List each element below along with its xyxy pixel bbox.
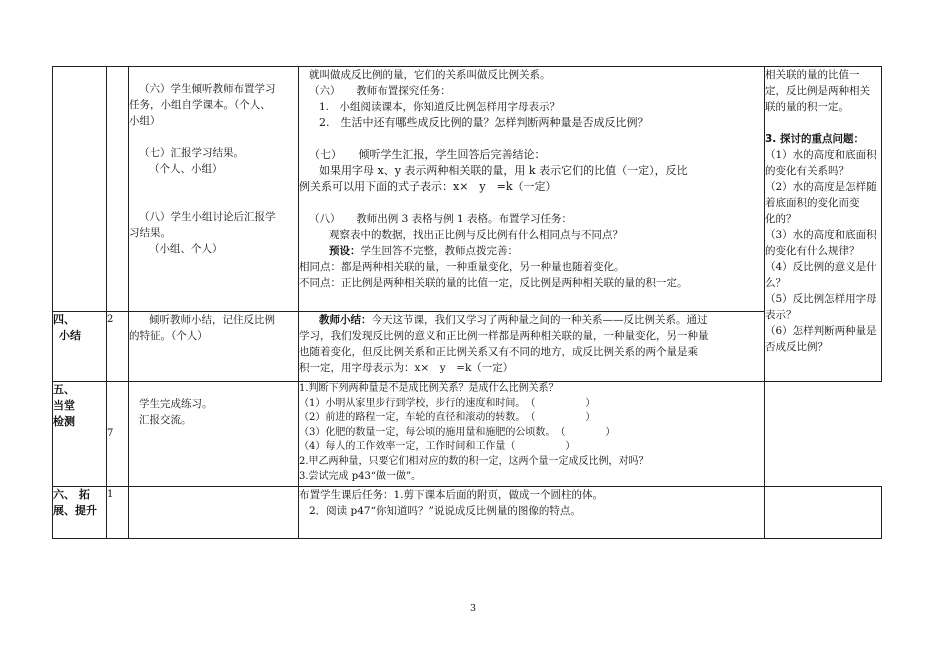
text-line: 相同点：都是两种相关联的量，一种重量变化，另一种量也随着变化。 (299, 261, 625, 273)
text-span: 学生回答不完整，教师点拨完善： (360, 245, 518, 257)
text-line: 相关联的量的比值一 (765, 69, 860, 81)
student-activity-cell (129, 382, 299, 487)
stage-label: 六、 拓 (53, 488, 90, 501)
minutes-value: 7 (107, 428, 114, 439)
text-line: 观察表中的数据，找出正比例与反比例有什么相同点与不同点？ (329, 229, 623, 241)
text-line (299, 243, 764, 259)
text-line (129, 193, 298, 209)
text-line (765, 115, 881, 131)
text-line: （七） 倾听学生汇报，学生回答后完善结论： (309, 148, 546, 161)
text-line: 么？ (765, 277, 786, 289)
table-row (53, 67, 882, 312)
text-line: 着底面积的变化而变 (765, 197, 860, 209)
text-line: （六）学生倾听教师布置学习 (139, 83, 276, 95)
text-line: （3）水的高度和底面积 (765, 229, 877, 241)
text-line: 化的？ (765, 213, 797, 225)
text-line: 积一定，用字母表示为：x× y =k（一定） (299, 362, 514, 374)
text-line: 倾听教师小结，记住反比例 (149, 314, 275, 326)
bold-label: 教师小结： (319, 314, 372, 326)
notes-cell (765, 487, 882, 539)
text-line: （1）水的高度和底面积 (765, 149, 877, 161)
text-line: 联的量的积一定。 (765, 101, 849, 113)
text-line: 1.判断下列两种量是不是成比例关系？是成什么比例关系？ (299, 383, 559, 394)
table-row (53, 487, 882, 539)
text-line: 小组） (129, 115, 161, 127)
text-line: 的变化有什么规律？ (765, 245, 860, 257)
text-line: 任务，小组自学课本。（个人、 (129, 99, 271, 111)
teacher-activity-cell (299, 312, 765, 382)
text-line: （5）反比例怎样用字母 (765, 293, 877, 305)
text-line (299, 312, 764, 328)
stage-label: 展、提升 (53, 504, 97, 517)
table-row (53, 312, 882, 382)
text-line: （4）每人的工作效率一定，工作时间和工作量（ ） (299, 441, 576, 453)
text-line: （2）前进的路程一定，车轮的直径和滚动的转数。 （ ） (299, 412, 596, 424)
text-line: （七）汇报学习结果。 (139, 147, 244, 159)
text-line: （6）怎样判断两种量是 (765, 325, 877, 337)
stage-label: 小结 (59, 329, 81, 342)
text-line (299, 195, 764, 211)
text-line (129, 129, 298, 145)
bold-label: 预设： (329, 245, 361, 257)
text-line: 表示？ (765, 309, 797, 321)
text-line: 就叫做成反比例的量，它们的关系叫做反比例关系。 (309, 69, 551, 81)
minutes-cell (107, 382, 129, 487)
minutes-cell (107, 67, 129, 312)
text-line: 也随着变化，但反比例关系和正比例关系又有不同的地方，成反比例关系的两个量是乘 (299, 346, 698, 358)
text-line: （3）化肥的数量一定，每公顷的施用量和施肥的公顷数。 （ ） (299, 426, 616, 438)
text-line: 如果用字母 x、y 表示两种相关联的量，用 k 表示它们的比值（一定），反比 (319, 164, 688, 177)
text-line: （1）小明从家里步行到学校，步行的速度和时间。 （ ） (299, 397, 596, 409)
text-line: 例关系可以用下面的式子表示：x× y =k（一定） (299, 180, 557, 193)
stage-cell (53, 67, 107, 312)
stage-label: 当堂 (53, 399, 75, 412)
student-activity-cell (129, 487, 299, 539)
text-line: 1. 小组阅读课本，你知道反比例怎样用字母表示？ (319, 101, 561, 113)
text-line: 学生完成练习。 (139, 398, 213, 410)
teacher-activity-cell (299, 382, 765, 487)
minutes-cell (107, 312, 129, 382)
text-line: 3.尝试完成 p43“做一做”。 (299, 470, 422, 482)
text-line (129, 177, 298, 193)
text-line: 的变化有关系吗？ (765, 165, 849, 177)
text-span: 今天这节课，我们又学习了两种量之间的一种关系——反比例关系。通过 (371, 314, 708, 326)
stage-label: 四、 (53, 313, 75, 326)
text-line: （八）学生小组讨论后汇报学 (139, 211, 276, 223)
stage-label: 检测 (53, 415, 75, 428)
text-line: （个人、小组） (149, 163, 223, 175)
text-line: （八） 教师出例 3 表格与例 1 表格。布置学习任务： (309, 213, 572, 225)
teacher-activity-cell (299, 67, 765, 312)
teacher-activity-cell (299, 487, 765, 539)
text-line: 2.甲乙两种量，只要它们相对应的数的积一定，这两个量一定成反比例，对吗？ (299, 455, 649, 467)
text-line: （4）反比例的意义是什 (765, 261, 877, 273)
text-line: 2. 生活中还有哪些成反比例的量？怎样判断两种量是否成反比例？ (319, 116, 649, 129)
text-line: 习结果。 (129, 227, 171, 239)
stage-cell (53, 312, 107, 382)
text-line: 汇报交流。 (139, 414, 192, 426)
page-number: 3 (470, 603, 477, 614)
text-line (299, 131, 764, 147)
student-activity-cell (129, 67, 299, 312)
minutes-cell (107, 487, 129, 539)
text-line: （小组、个人） (149, 243, 223, 255)
text-line: 布置学生课后任务：1.剪下课本后面的附页，做成一个圆柱的体。 (299, 489, 604, 501)
stage-label: 五、 (53, 383, 75, 396)
minutes-value: 2 (107, 314, 114, 325)
notes-cell (765, 67, 882, 382)
text-line: 2．阅读 p47“你知道吗？”说说成反比例量的图像的特点。 (309, 505, 581, 517)
text-line: 的特征。（个人） (129, 330, 208, 342)
student-activity-cell (129, 312, 299, 382)
text-line: 否成反比例？ (765, 341, 828, 353)
lesson-plan-table (52, 66, 882, 539)
minutes-value: 1 (107, 489, 114, 500)
stage-cell (53, 487, 107, 539)
stage-cell (53, 382, 107, 487)
text-line: （2）水的高度是怎样随 (765, 181, 877, 193)
table-row (53, 382, 882, 487)
text-line: 不同点：正比例是两种相关联的量的比值一定，反比例是两种相关联的量的积一定。 (299, 277, 688, 289)
text-line: 学习，我们发现反比例的意义和正比例一样都是两种相关联的量，一种量变化，另一种量 (299, 330, 709, 342)
text-line: 定，反比例是两种相关 (765, 85, 870, 97)
text-line: （六） 教师布置探究任务： (309, 85, 451, 97)
notes-heading: 3. 探讨的重点问题： (765, 133, 864, 145)
